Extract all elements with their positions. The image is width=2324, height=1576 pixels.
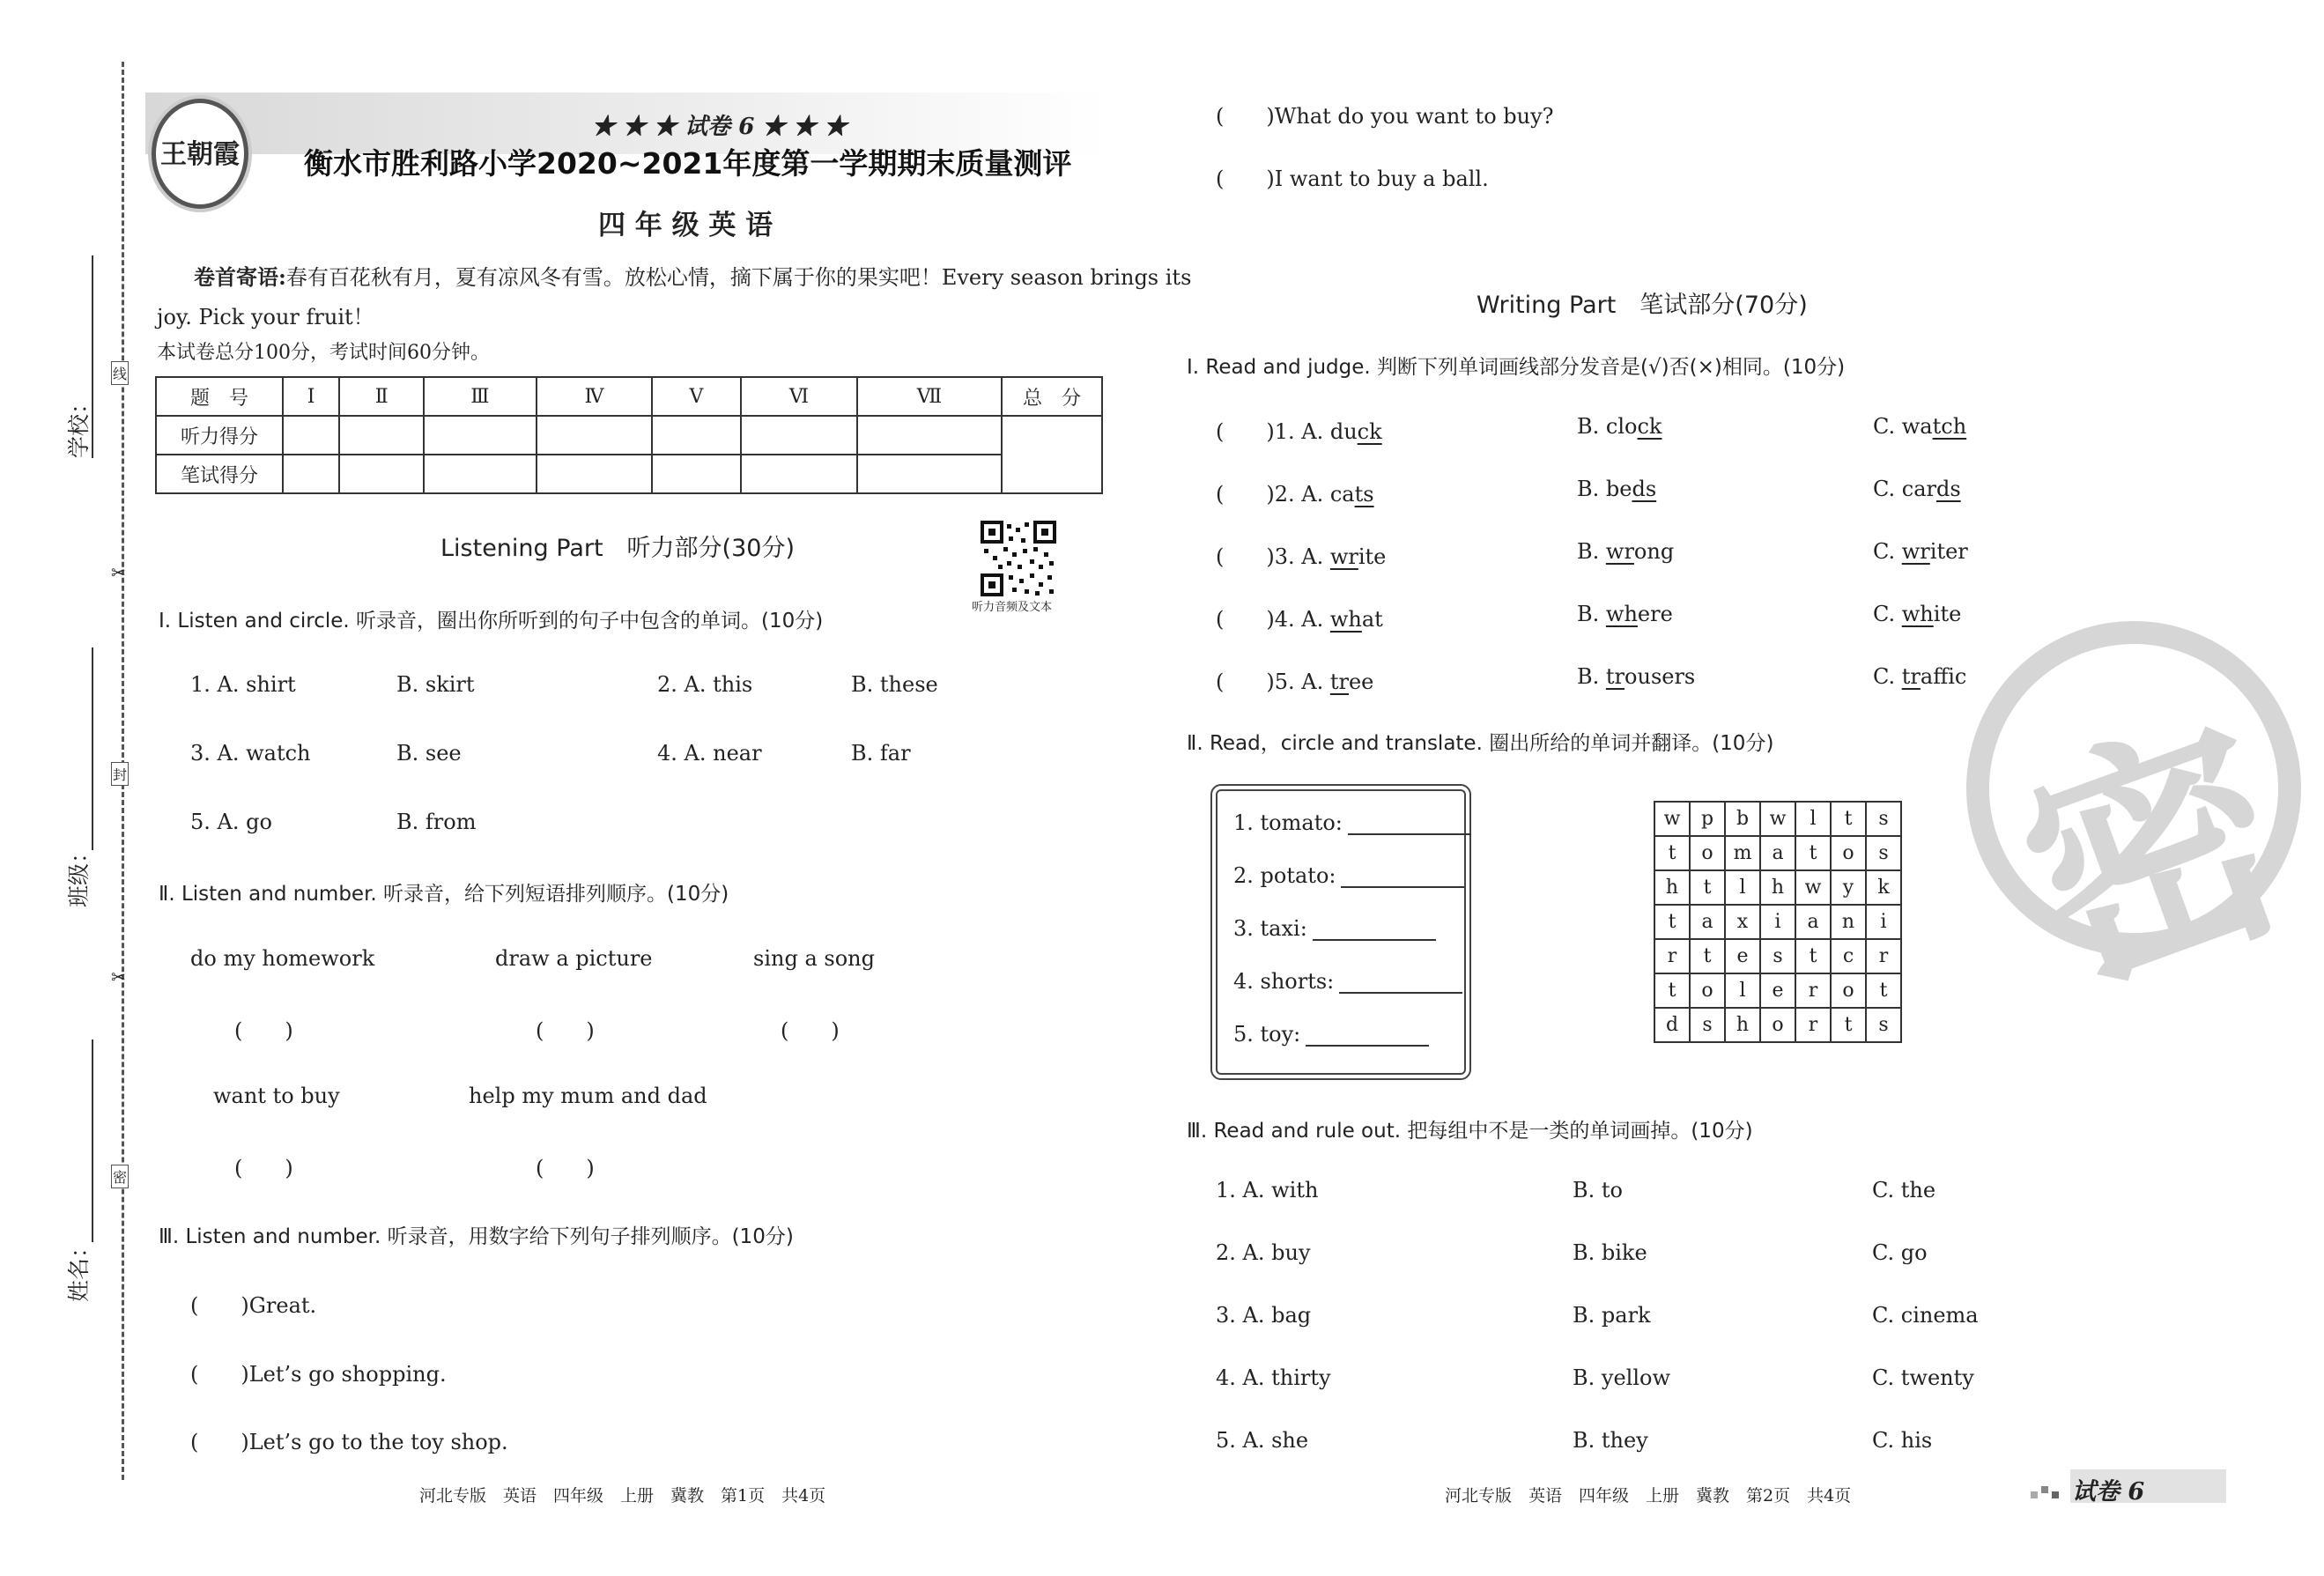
secret-seal-watermark — [1966, 621, 2320, 1036]
grid-letter[interactable]: t — [1866, 973, 1901, 1008]
grid-letter[interactable]: i — [1866, 905, 1901, 939]
word-search-grid — [1654, 801, 1902, 1043]
grid-letter[interactable]: d — [1654, 1008, 1690, 1042]
grid-letter[interactable]: r — [1795, 973, 1831, 1008]
grid-letter[interactable]: w — [1760, 802, 1795, 836]
grid-letter[interactable]: t — [1690, 939, 1725, 973]
grid-letter[interactable]: r — [1795, 1008, 1831, 1042]
judge-row — [1216, 414, 2097, 445]
judge-row — [1216, 477, 2097, 507]
grid-letter[interactable]: a — [1795, 905, 1831, 939]
score-cell[interactable] — [537, 416, 652, 455]
ruleout-option[interactable]: 3. A. bag — [1216, 1303, 1312, 1328]
grid-letter[interactable]: t — [1654, 973, 1690, 1008]
judge-b: B. trousers — [1577, 664, 1696, 689]
score-cell[interactable] — [857, 416, 1002, 455]
judge-c: C. traffic — [1873, 664, 1967, 689]
side-school-line — [92, 255, 93, 458]
ruleout-option[interactable]: C. cinema — [1872, 1303, 1979, 1328]
judge-a[interactable]: ( )4. A. what — [1216, 607, 1383, 632]
sentence-item[interactable]: ( )I want to buy a ball. — [1216, 166, 1489, 191]
grid-letter[interactable]: o — [1831, 836, 1866, 870]
grid-letter[interactable]: r — [1654, 939, 1690, 973]
ruleout-option[interactable]: 1. A. with — [1216, 1178, 1319, 1202]
side-mark-feng: 封 — [111, 762, 129, 786]
score-header-cell: 题 号 — [156, 377, 283, 416]
ruleout-option[interactable]: C. his — [1872, 1428, 1933, 1453]
option-text[interactable]: 1. A. shirt — [190, 672, 296, 697]
phrase-text: sing a song — [753, 946, 875, 971]
score-header-cell: Ⅴ — [652, 377, 741, 416]
side-name-label: 姓名： — [66, 1235, 92, 1302]
answer-paren[interactable]: ( ) — [234, 1018, 293, 1043]
side-school-label: 学校： — [66, 391, 92, 458]
listening-s3-title: Ⅲ. Listen and number. 听录音，用数字给下列句子排列顺序。(10分) — [159, 1225, 794, 1248]
ruleout-option[interactable]: B. bike — [1573, 1240, 1647, 1265]
judge-c: C. white — [1873, 602, 1962, 626]
intro-line-1 — [194, 260, 1191, 291]
listening-s2-title: Ⅱ. Listen and number. 听录音，给下列短语排列顺序。(10分) — [159, 883, 729, 906]
listening-s1-title: Ⅰ. Listen and circle. 听录音，圈出你所听到的句子中包含的单词。(10分) — [159, 610, 824, 633]
grid-letter[interactable]: t — [1654, 905, 1690, 939]
score-row-label: 笔试得分 — [156, 455, 283, 493]
footer-left: 河北专版 英语 四年级 上册 冀教 第1页 共4页 — [419, 1486, 826, 1506]
answer-blank[interactable] — [1313, 920, 1436, 941]
answer-blank[interactable] — [1306, 1025, 1429, 1047]
grid-letter[interactable]: o — [1760, 1008, 1795, 1042]
writing-s2-title: Ⅱ. Read，circle and translate. 圈出所给的单词并翻译。(10分) — [1187, 732, 1774, 755]
score-header-cell: Ⅱ — [339, 377, 424, 416]
score-table — [155, 376, 1103, 494]
translate-item: 5. toy: — [1233, 1022, 1429, 1047]
answer-paren[interactable]: ( ) — [781, 1018, 840, 1043]
score-cell[interactable] — [339, 416, 424, 455]
logo-emblem-icon — [156, 103, 244, 204]
score-cell[interactable] — [741, 416, 857, 455]
score-header-cell: Ⅵ — [741, 377, 857, 416]
grid-letter[interactable]: t — [1795, 939, 1831, 973]
grid-letter[interactable]: h — [1760, 870, 1795, 905]
exam-badge: ★ ★ ★ 试卷 6 ★ ★ ★ — [592, 114, 847, 140]
score-cell[interactable] — [537, 455, 652, 493]
side-scissors-icon: ✂ — [111, 966, 126, 988]
footer-right: 河北专版 英语 四年级 上册 冀教 第2页 共4页 — [1445, 1486, 1852, 1506]
side-class-label: 班级： — [66, 840, 92, 907]
judge-b: B. wrong — [1577, 539, 1675, 564]
translate-item: 4. shorts: — [1233, 969, 1462, 994]
sentence-item[interactable]: ( )What do you want to buy? — [1216, 104, 1554, 129]
grid-letter[interactable]: w — [1795, 870, 1831, 905]
answer-blank[interactable] — [1348, 814, 1471, 835]
judge-c: C. watch — [1873, 414, 1967, 439]
judge-a[interactable]: ( )2. A. cats — [1216, 482, 1374, 507]
ruleout-option[interactable]: 4. A. thirty — [1216, 1365, 1331, 1390]
score-cell[interactable] — [857, 455, 1002, 493]
grid-letter[interactable]: k — [1866, 870, 1901, 905]
judge-a[interactable]: ( )5. A. tree — [1216, 670, 1374, 694]
grid-letter[interactable]: l — [1795, 802, 1831, 836]
grid-letter[interactable]: x — [1725, 905, 1760, 939]
score-table-row — [156, 416, 1102, 455]
option-text[interactable]: 2. A. this — [657, 672, 753, 697]
intro-line-3: 本试卷总分100分，考试时间60分钟。 — [157, 342, 490, 364]
grid-row — [1654, 870, 1901, 905]
grid-letter[interactable]: h — [1654, 870, 1690, 905]
judge-a[interactable]: ( )3. A. write — [1216, 544, 1387, 569]
grid-letter[interactable]: t — [1831, 802, 1866, 836]
score-header-cell: 总 分 — [1002, 377, 1102, 416]
phrase-text: do my homework — [190, 946, 375, 971]
writing-title: Writing Part 笔试部分(70分) — [1477, 292, 1808, 319]
side-scissors-icon: ✂ — [111, 562, 126, 583]
score-header-cell: Ⅶ — [857, 377, 1002, 416]
grid-letter[interactable]: p — [1690, 802, 1725, 836]
side-mark-xian: 线 — [111, 361, 129, 385]
score-cell[interactable] — [741, 455, 857, 493]
ruleout-option[interactable]: 2. A. buy — [1216, 1240, 1311, 1265]
translate-box — [1216, 789, 1466, 1075]
option-text[interactable]: 4. A. near — [657, 741, 762, 766]
judge-row — [1216, 664, 2097, 695]
subject-title: 四 年 级 英 语 — [598, 210, 773, 241]
judge-row — [1216, 539, 2097, 570]
ruleout-option[interactable]: 5. A. she — [1216, 1428, 1309, 1453]
grid-letter[interactable]: r — [1866, 939, 1901, 973]
grid-letter[interactable]: b — [1725, 802, 1760, 836]
brand-logo — [152, 99, 248, 209]
grid-letter[interactable]: o — [1690, 836, 1725, 870]
ruleout-option[interactable]: C. go — [1872, 1240, 1928, 1265]
score-cell[interactable] — [283, 455, 339, 493]
option-text[interactable]: B. from — [396, 810, 477, 834]
footer-tag: 试卷 6 — [2072, 1478, 2145, 1506]
judge-a[interactable]: ( )1. A. duck — [1216, 419, 1382, 444]
grid-row — [1654, 905, 1901, 939]
score-cell[interactable] — [424, 416, 537, 455]
judge-row — [1216, 602, 2097, 633]
answer-paren[interactable]: ( ) — [536, 1018, 595, 1043]
score-cell[interactable] — [652, 455, 741, 493]
option-text[interactable]: B. skirt — [396, 672, 475, 697]
answer-blank[interactable] — [1341, 867, 1464, 888]
judge-c: C. cards — [1873, 477, 1961, 501]
score-cell[interactable] — [283, 416, 339, 455]
sentence-item[interactable]: ( )Let’s go to the toy shop. — [190, 1430, 508, 1454]
answer-blank[interactable] — [1339, 973, 1462, 994]
side-name-line — [92, 1040, 93, 1242]
grid-letter[interactable]: s — [1866, 836, 1901, 870]
writing-s1-title: Ⅰ. Read and judge. 判断下列单词画线部分发音是(√)否(×)相同。(10分) — [1187, 356, 1846, 379]
intro-text: 春有百花秋有月，夏有凉风冬有雪。放松心情，摘下属于你的果实吧！Every season brings its — [285, 265, 1192, 290]
grid-letter[interactable]: l — [1725, 973, 1760, 1008]
score-cell[interactable] — [652, 416, 741, 455]
score-header-cell: Ⅳ — [537, 377, 652, 416]
watermark-glyph: 密 — [1989, 681, 2320, 1036]
score-table-header — [156, 377, 1102, 416]
grid-letter[interactable]: i — [1760, 905, 1795, 939]
option-text[interactable]: 3. A. watch — [190, 741, 311, 766]
sentence-item[interactable]: ( )Great. — [190, 1293, 317, 1318]
option-text[interactable]: 5. A. go — [190, 810, 272, 834]
score-cell[interactable] — [339, 455, 424, 493]
writing-s3-title: Ⅲ. Read and rule out. 把每组中不是一类的单词画掉。(10分) — [1187, 1120, 1753, 1143]
grid-row — [1654, 836, 1901, 870]
grid-letter[interactable]: t — [1831, 1008, 1866, 1042]
ruleout-option[interactable]: B. they — [1573, 1428, 1648, 1453]
ruleout-option[interactable]: B. yellow — [1573, 1365, 1670, 1390]
grid-letter[interactable]: o — [1831, 973, 1866, 1008]
option-text[interactable]: B. see — [396, 741, 462, 766]
grid-row — [1654, 939, 1901, 973]
grid-letter[interactable]: w — [1654, 802, 1690, 836]
score-row-label: 听力得分 — [156, 416, 283, 455]
answer-paren[interactable]: ( ) — [536, 1156, 595, 1180]
intro-line-2: joy. Pick your fruit！ — [157, 305, 374, 329]
total-score-cell[interactable] — [1002, 416, 1102, 493]
side-mark-mi: 密 — [111, 1165, 129, 1188]
translate-item: 1. tomato: — [1233, 810, 1471, 835]
grid-letter[interactable]: l — [1725, 870, 1760, 905]
ruleout-option[interactable]: B. park — [1573, 1303, 1651, 1328]
grid-letter[interactable]: h — [1725, 1008, 1760, 1042]
translate-item: 3. taxi: — [1233, 916, 1436, 941]
qr-caption: 听力音频及文本 — [972, 601, 1053, 614]
grid-row — [1654, 1008, 1901, 1042]
grid-letter[interactable]: s — [1690, 1008, 1725, 1042]
qr-code-icon[interactable] — [981, 521, 1056, 596]
grid-letter[interactable]: t — [1795, 836, 1831, 870]
side-class-line — [92, 647, 93, 850]
sentence-item[interactable]: ( )Let’s go shopping. — [190, 1362, 447, 1387]
grid-letter[interactable]: c — [1831, 939, 1866, 973]
svg-text:王朝霞: 王朝霞 — [160, 139, 240, 170]
footer-squares-icon — [2031, 1483, 2066, 1504]
grid-row — [1654, 802, 1901, 836]
intro-label: 卷首寄语: — [194, 264, 286, 290]
grid-letter[interactable]: m — [1725, 836, 1760, 870]
translate-item: 2. potato: — [1233, 863, 1464, 888]
answer-paren[interactable]: ( ) — [234, 1156, 293, 1180]
score-header-cell: Ⅰ — [283, 377, 339, 416]
grid-letter[interactable]: s — [1760, 939, 1795, 973]
grid-letter[interactable]: a — [1760, 836, 1795, 870]
grid-row — [1654, 973, 1901, 1008]
option-text[interactable]: B. far — [851, 741, 911, 766]
judge-b: B. beds — [1577, 477, 1657, 501]
ruleout-option[interactable]: C. the — [1872, 1178, 1936, 1202]
grid-letter[interactable]: o — [1690, 973, 1725, 1008]
grid-letter[interactable]: e — [1725, 939, 1760, 973]
phrase-text: want to buy — [213, 1084, 340, 1108]
score-header-cell: Ⅲ — [424, 377, 537, 416]
phrase-text: help my mum and dad — [469, 1084, 707, 1108]
grid-letter[interactable]: e — [1760, 973, 1795, 1008]
score-table-row — [156, 455, 1102, 493]
grid-letter[interactable]: t — [1654, 836, 1690, 870]
grid-letter[interactable]: s — [1866, 802, 1901, 836]
ruleout-option[interactable]: C. twenty — [1872, 1365, 1974, 1390]
grid-letter[interactable]: s — [1866, 1008, 1901, 1042]
exam-title: 衡水市胜利路小学2020~2021年度第一学期期末质量测评 — [304, 146, 1072, 181]
grid-letter[interactable]: y — [1831, 870, 1866, 905]
phrase-text: draw a picture — [495, 946, 653, 971]
option-text[interactable]: B. these — [851, 672, 938, 697]
grid-letter[interactable]: t — [1690, 870, 1725, 905]
ruleout-option[interactable]: B. to — [1573, 1178, 1623, 1202]
listening-title: Listening Part 听力部分(30分) — [440, 535, 795, 562]
grid-letter[interactable]: n — [1831, 905, 1866, 939]
grid-letter[interactable]: a — [1690, 905, 1725, 939]
judge-b: B. where — [1577, 602, 1673, 626]
score-cell[interactable] — [424, 455, 537, 493]
judge-b: B. clock — [1577, 414, 1662, 439]
judge-c: C. writer — [1873, 539, 1968, 564]
